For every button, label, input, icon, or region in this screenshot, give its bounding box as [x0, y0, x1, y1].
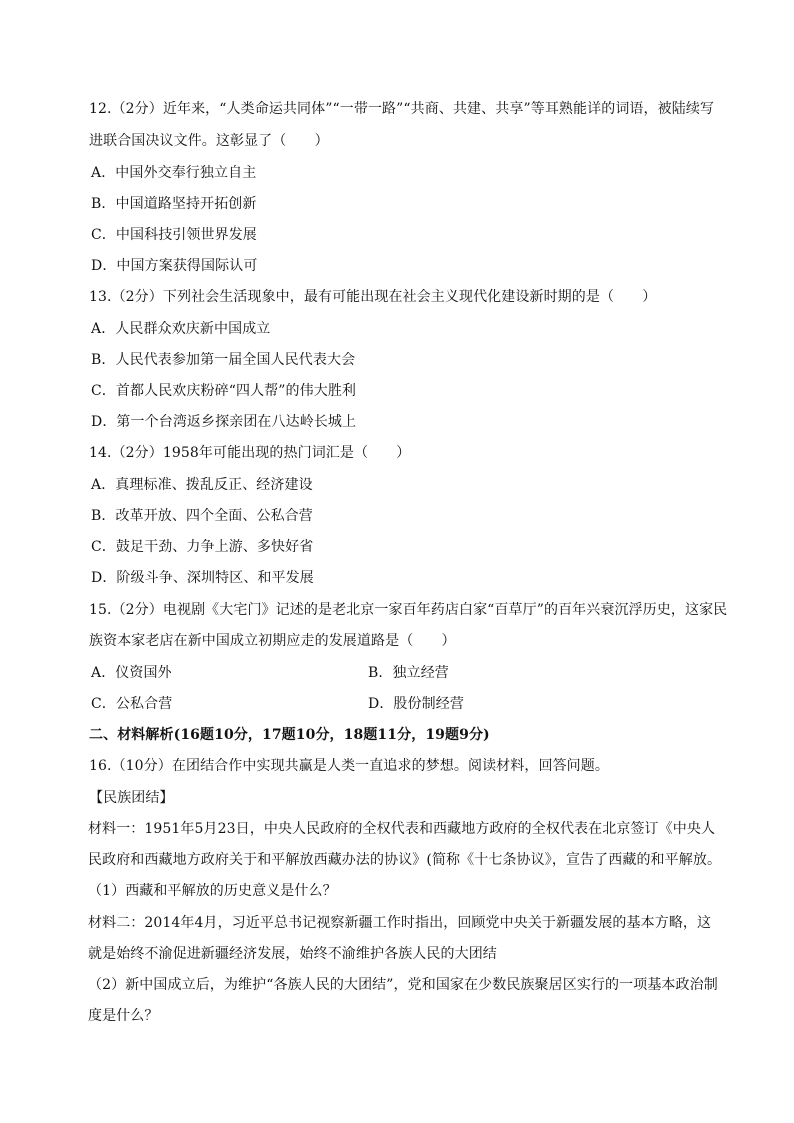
q13-stem: 13.（2分）下列社会生活现象中，最有可能出现在社会主义现代化建设新时期的是（ ）: [89, 289, 657, 305]
q12-stem-line2: 进联合国决议文件。这彰显了（ ）: [89, 133, 329, 149]
q12-stem-line1: 12.（2分）近年来，“人类命运共同体”“一带一路”“共商、共建、共享”等耳熟能详的词语，被陆续写: [89, 101, 715, 117]
q15-option-d: D．股份制经营: [368, 696, 464, 712]
q12-option-b: B．中国道路坚持开拓创新: [91, 196, 257, 212]
q14-option-b: B．改革开放、四个全面、公私合营: [91, 508, 313, 524]
q15-stem-line2: 族资本家老店在新中国成立初期应走的发展道路是（ ）: [89, 633, 456, 649]
q16-sub-question-1: （1）西藏和平解放的历史意义是什么？: [88, 883, 337, 899]
q15-option-b: B．独立经营: [368, 665, 449, 681]
q13-option-d: D．第一个台湾返乡探亲团在八达岭长城上: [91, 414, 357, 430]
q16-material2-line1: 材料二：2014年4月，习近平总书记视察新疆工作时指出，回顾党中央关于新疆发展的基本方略，这: [88, 915, 712, 931]
q16-material1-line2: 民政府和西藏地方政府关于和平解放西藏办法的协议》(简称《十七条协议》，宣告了西藏的和平解放。: [88, 852, 722, 868]
q15-stem-line1: 15.（2分）电视剧《大宅门》记述的是老北京一家百年药店白家“百草厅”的百年兴衰沉浮历史，这家民: [89, 602, 728, 618]
q16-sub-question-2-line1: （2）新中国成立后，为维护“各族人民的大团结”，党和国家在少数民族聚居区实行的一项基本政治制: [88, 977, 718, 993]
q13-option-a: A．人民群众欢庆新中国成立: [91, 321, 271, 337]
q12-option-d: D．中国方案获得国际认可: [91, 258, 258, 274]
q14-option-a: A．真理标准、拨乱反正、经济建设: [91, 477, 313, 493]
q15-option-a: A．仪资国外: [91, 665, 172, 681]
q14-stem: 14.（2分）1958年可能出现的热门词汇是（ ）: [89, 445, 411, 461]
q16-sub-question-2-line2: 度是什么？: [88, 1008, 159, 1024]
q15-option-c: C．公私合营: [91, 696, 173, 712]
q13-option-c: C．首都人民欢庆粉碎“四人帮”的伟大胜利: [91, 383, 357, 399]
q12-option-c: C．中国科技引领世界发展: [91, 227, 257, 243]
section2-heading: 二、材料解析(16题10分，17题10分，18题11分，19题9分): [89, 727, 490, 743]
q14-option-c: C．鼓足干劲、力争上游、多快好省: [91, 539, 314, 555]
q14-option-d: D．阶级斗争、深圳特区、和平发展: [91, 570, 314, 586]
q12-option-a: A．中国外交奉行独立自主: [91, 165, 257, 181]
q16-stem: 16.（10分）在团结合作中实现共赢是人类一直追求的梦想。阅读材料，回答问题。: [89, 758, 609, 774]
q16-material2-line2: 就是始终不渝促进新疆经济发展，始终不渝维护各族人民的大团结: [88, 946, 497, 962]
q16-subheading: 【民族团结】: [89, 790, 174, 806]
q16-material1-line1: 材料一：1951年5月23日，中央人民政府的全权代表和西藏地方政府的全权代表在北京签订《中央人: [88, 821, 716, 837]
q13-option-b: B．人民代表参加第一届全国人民代表大会: [91, 352, 356, 368]
